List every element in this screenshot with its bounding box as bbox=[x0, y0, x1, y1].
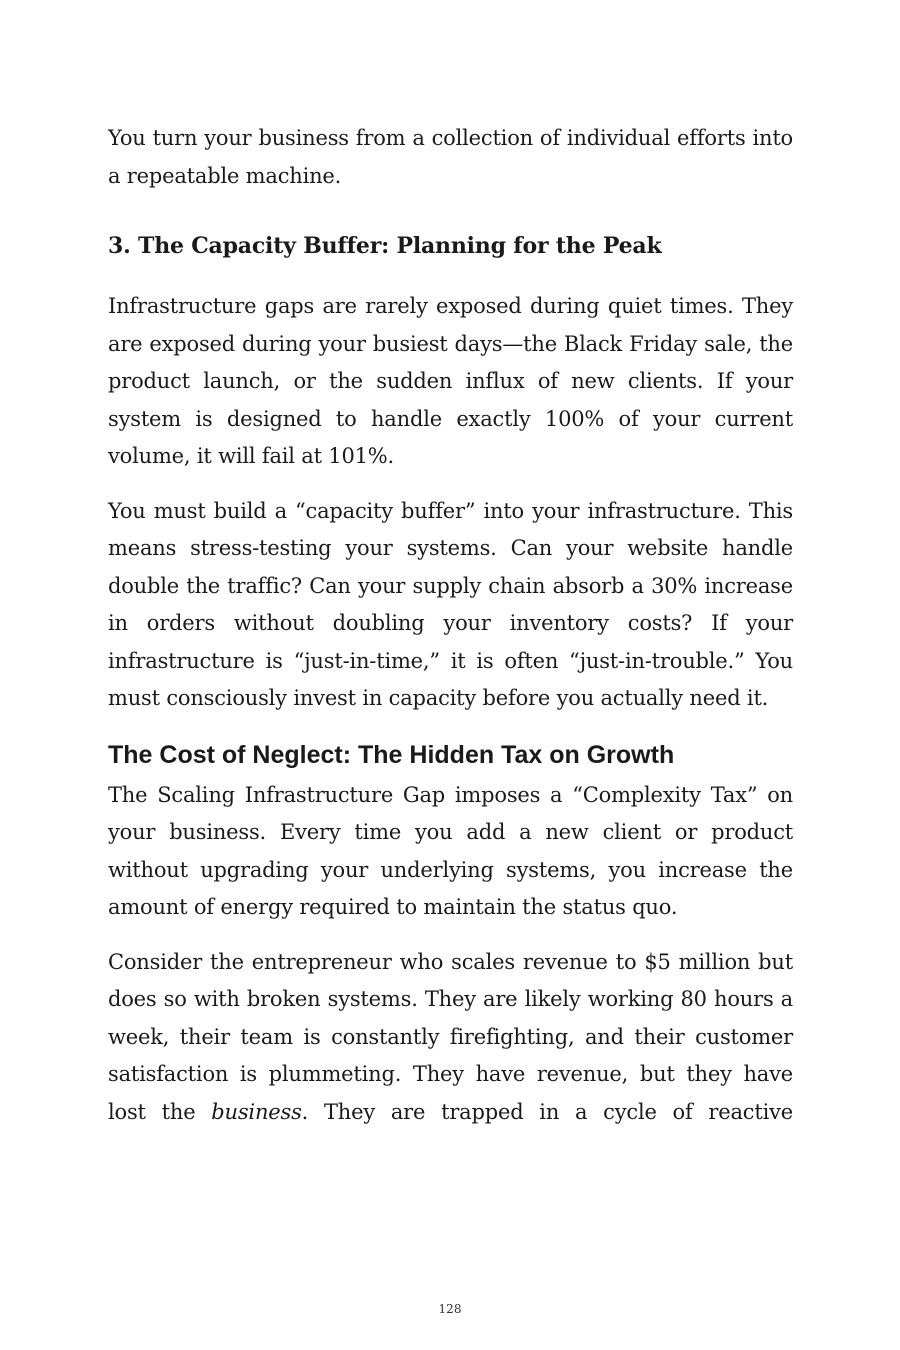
capacity-paragraph-1: Infrastructure gaps are rarely exposed during quiet times. They are exposed during your busiest days—the Black Friday sale, the product launch, or the sudden influx of new clients. If your system is designed to handle exactly 100% of your current volume, it will fail at 101%. bbox=[108, 294, 793, 468]
section-heading-cost-of-neglect: The Cost of Neglect: The Hidden Tax on Growth bbox=[108, 740, 675, 769]
page-body bbox=[108, 120, 793, 1131]
cost-paragraph-2-end: . They are trapped in a cycle of reactive bbox=[301, 1099, 793, 1124]
emphasis-business: business bbox=[211, 1099, 302, 1124]
section-heading-capacity-buffer: 3. The Capacity Buffer: Planning for the Peak bbox=[108, 233, 662, 259]
cost-paragraph-1: The Scaling Infrastructure Gap imposes a “Complexity Tax” on your business. Every time you add a new client or product without upgrading your underlying systems, you increase the amount of energy required to maintain the status quo. bbox=[108, 782, 793, 919]
cost-paragraph-2 bbox=[108, 944, 793, 1132]
intro-paragraph: You turn your business from a collection of individual efforts into a repeatable machine. bbox=[108, 126, 793, 188]
capacity-paragraph-2: You must build a “capacity buffer” into your infrastructure. This means stress-testing your systems. Can your website handle double the traffic? Can your supply chain absorb a 30% increase in orders without doubling your inventory costs? If your infrastructure is “just-in-time,” it is often “just-in-trouble.” You must consciously invest in capacity before you actually need it. bbox=[108, 498, 793, 710]
cost-paragraph-2-start: Consider the entrepreneur who scales revenue to $5 million but does so with broken systems. They are likely working 80 hours a week, their team is constantly firefighting, and their customer satisfaction is plummeting. They have revenue, but they have lost the bbox=[108, 949, 793, 1124]
page-number: 128 bbox=[438, 1302, 462, 1316]
